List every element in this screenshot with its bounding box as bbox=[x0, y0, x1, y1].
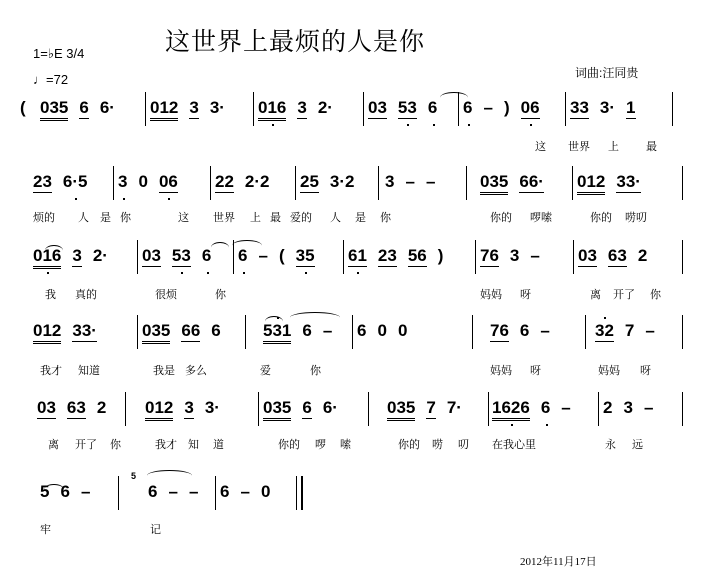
lyric: 牢 bbox=[40, 524, 51, 536]
slur-mark bbox=[211, 242, 229, 253]
slur-mark bbox=[45, 245, 63, 256]
note-group: ) bbox=[437, 246, 444, 265]
note-group: 7 bbox=[426, 398, 436, 417]
note-group: – bbox=[561, 398, 571, 417]
note-group: 6 bbox=[60, 482, 70, 501]
lyric: 知 bbox=[188, 439, 199, 451]
note-group: – bbox=[405, 172, 415, 191]
measure bbox=[368, 98, 448, 124]
lyric: 叨 bbox=[458, 439, 469, 451]
lyric: 你 bbox=[120, 212, 131, 224]
lyric: 你 bbox=[650, 289, 661, 301]
note-group: 35 bbox=[295, 246, 315, 265]
measure bbox=[37, 398, 117, 424]
note-group: 3 bbox=[297, 98, 307, 117]
measure bbox=[150, 98, 236, 124]
measure bbox=[20, 98, 37, 124]
lyric: 呀 bbox=[530, 365, 541, 377]
note-group: 2 bbox=[96, 398, 107, 417]
measure bbox=[387, 398, 473, 424]
note-group: 016 bbox=[258, 98, 286, 121]
note-group: 1626 bbox=[492, 398, 530, 421]
lyric: 知道 bbox=[78, 365, 100, 377]
lyric: 我是 bbox=[153, 365, 175, 377]
lyric: 很烦 bbox=[155, 289, 177, 301]
measure bbox=[263, 398, 349, 424]
note-group: 1 bbox=[626, 98, 636, 117]
bar-line bbox=[368, 392, 369, 426]
note-group: 3· bbox=[599, 98, 616, 117]
note-group: 035 bbox=[40, 98, 68, 121]
bar-line bbox=[378, 166, 379, 200]
measure bbox=[578, 246, 658, 272]
bar-line bbox=[672, 92, 673, 126]
key-time-signature: 1=♭E 3/4 bbox=[33, 46, 85, 61]
measure bbox=[603, 398, 664, 424]
measure bbox=[570, 98, 647, 124]
note-group: 33· bbox=[72, 321, 97, 340]
note-group: 3 bbox=[72, 246, 82, 265]
note-group: 06 bbox=[158, 172, 178, 191]
note-group: 22 bbox=[215, 172, 234, 191]
measure bbox=[142, 321, 232, 347]
note-group: 6 bbox=[79, 98, 89, 117]
lyric: 你 bbox=[215, 289, 226, 301]
bar-line bbox=[245, 315, 246, 349]
note-group: 2 bbox=[603, 398, 613, 417]
note-group: 6· bbox=[99, 98, 115, 117]
note-group: – bbox=[188, 482, 199, 501]
lyric: 妈妈 bbox=[598, 365, 620, 377]
note-group: 035 bbox=[387, 398, 415, 421]
note-group: 3 bbox=[184, 398, 194, 417]
note-group: 3 bbox=[385, 172, 395, 191]
note-group: 25 bbox=[300, 172, 319, 191]
tempo-marking: ♩=72 bbox=[33, 72, 69, 87]
note-group: 6 bbox=[302, 321, 312, 340]
note-group: 035 bbox=[480, 172, 508, 195]
grace-note: 5 bbox=[131, 471, 137, 481]
lyric: 远 bbox=[632, 439, 643, 451]
note-group: 53 bbox=[397, 98, 417, 117]
note-group: 33· bbox=[616, 172, 641, 191]
lyric: 我才 bbox=[155, 439, 177, 451]
note-group: 3·2 bbox=[329, 172, 355, 191]
measure bbox=[492, 398, 582, 424]
slur-mark bbox=[440, 92, 468, 103]
lyric: 嗦 bbox=[340, 439, 351, 451]
bar-line bbox=[137, 315, 138, 349]
slur-mark bbox=[232, 240, 262, 251]
final-double-bar bbox=[296, 476, 303, 510]
bar-line bbox=[113, 166, 114, 200]
measure bbox=[595, 321, 666, 347]
note-group: 0 bbox=[397, 321, 408, 340]
note-group: – bbox=[540, 321, 550, 340]
note-group: ( bbox=[278, 246, 285, 265]
note-group: 035 bbox=[263, 398, 291, 421]
lyric: 唠 bbox=[432, 439, 443, 451]
slur-mark bbox=[290, 312, 340, 323]
note-group: 76 bbox=[480, 246, 499, 265]
lyric: 你的 bbox=[590, 212, 612, 224]
measure bbox=[577, 172, 652, 198]
bar-line bbox=[210, 166, 211, 200]
lyric: 呀 bbox=[640, 365, 651, 377]
lyric: 上 bbox=[608, 141, 619, 153]
note-group: – bbox=[240, 482, 250, 501]
lyric: 在我心里 bbox=[492, 439, 536, 451]
note-group: 66· bbox=[519, 172, 544, 191]
note-group: 03 bbox=[142, 246, 161, 265]
note-group: 6 bbox=[540, 398, 551, 417]
note-group: 6 bbox=[201, 246, 212, 265]
measure bbox=[215, 172, 281, 198]
lyric: 唠叨 bbox=[625, 212, 647, 224]
note-group: 012 bbox=[577, 172, 605, 195]
lyric: 是 bbox=[355, 212, 366, 224]
note-group: 7· bbox=[446, 398, 462, 417]
note-group: 03 bbox=[37, 398, 56, 417]
note-group: 2· bbox=[317, 98, 333, 117]
note-group: 61 bbox=[348, 246, 367, 265]
note-group: 2 bbox=[637, 246, 648, 265]
date: 2012年11月17日 bbox=[520, 556, 597, 568]
lyric: 多么 bbox=[185, 365, 207, 377]
note-group: 5 bbox=[40, 482, 50, 501]
note-group: 6 bbox=[148, 482, 158, 501]
note-group: – bbox=[322, 321, 333, 340]
lyric: 离 bbox=[590, 289, 601, 301]
lyric: 开了 bbox=[75, 439, 97, 451]
measure bbox=[357, 321, 418, 347]
lyric: 人 bbox=[330, 212, 341, 224]
measure bbox=[145, 398, 231, 424]
bar-line bbox=[585, 315, 586, 349]
note-group: 23 bbox=[377, 246, 397, 265]
bar-line bbox=[215, 476, 216, 510]
note-group: 012 bbox=[150, 98, 178, 121]
lyric: 这 bbox=[178, 212, 189, 224]
lyric: 记 bbox=[150, 524, 161, 536]
bar-line bbox=[137, 240, 138, 274]
note-group: 0 bbox=[138, 172, 148, 191]
measure bbox=[33, 321, 108, 347]
note-group: 6 bbox=[220, 482, 230, 501]
note-group: – bbox=[645, 321, 655, 340]
bar-line bbox=[466, 166, 467, 200]
lyric: 妈妈 bbox=[480, 289, 502, 301]
composer-credit: 词曲:汪同贵 bbox=[575, 66, 639, 80]
lyric: 妈妈 bbox=[490, 365, 512, 377]
note-group: 6 bbox=[357, 321, 367, 340]
bar-line bbox=[682, 392, 683, 426]
lyric: 你 bbox=[110, 439, 121, 451]
measure bbox=[300, 172, 366, 198]
bar-line bbox=[352, 315, 353, 349]
note-group: – bbox=[530, 246, 540, 265]
measure bbox=[480, 246, 551, 272]
lyric: 人 bbox=[78, 212, 89, 224]
measure bbox=[348, 246, 454, 272]
lyric: 爱的 bbox=[290, 212, 312, 224]
measure bbox=[220, 482, 281, 508]
note-group: 6 bbox=[463, 98, 473, 117]
bar-line bbox=[125, 392, 126, 426]
note-group: 3· bbox=[204, 398, 220, 417]
note-group: – bbox=[643, 398, 654, 417]
bar-line bbox=[598, 392, 599, 426]
bar-line bbox=[145, 92, 146, 126]
lyric: 世界 bbox=[213, 212, 235, 224]
slur-mark bbox=[44, 484, 64, 495]
note-group: 53 bbox=[171, 246, 191, 265]
bar-line bbox=[565, 92, 566, 126]
measure bbox=[33, 172, 99, 198]
lyric: 你 bbox=[380, 212, 391, 224]
note-group: 531 bbox=[263, 321, 291, 344]
lyric: 啰嗦 bbox=[530, 212, 552, 224]
note-group: 03 bbox=[578, 246, 597, 265]
note-group: 6 bbox=[427, 98, 438, 117]
lyric: 你的 bbox=[490, 212, 512, 224]
lyric: 这 bbox=[535, 141, 546, 153]
bar-line bbox=[295, 166, 296, 200]
bar-line bbox=[253, 92, 254, 126]
measure bbox=[258, 98, 344, 124]
bar-line bbox=[343, 240, 344, 274]
lyric: 上 bbox=[250, 212, 261, 224]
note-group: – bbox=[425, 172, 436, 191]
slur-mark bbox=[265, 316, 283, 327]
measure bbox=[385, 172, 446, 198]
bar-line bbox=[572, 166, 573, 200]
measure bbox=[40, 98, 126, 124]
bar-line bbox=[363, 92, 364, 126]
bar-line bbox=[682, 166, 683, 200]
note-group: – bbox=[80, 482, 91, 501]
note-group: 2· bbox=[92, 246, 108, 265]
note-group: 6· bbox=[322, 398, 338, 417]
measure bbox=[148, 482, 209, 508]
lyric: 啰 bbox=[315, 439, 326, 451]
note-group: 6 bbox=[211, 321, 221, 340]
measure bbox=[480, 172, 555, 198]
note-group: 33 bbox=[570, 98, 589, 117]
note-group: ( bbox=[20, 98, 26, 117]
measure bbox=[490, 321, 561, 347]
note-group: – bbox=[483, 98, 493, 117]
bar-line bbox=[573, 240, 574, 274]
note-group: 3· bbox=[209, 98, 225, 117]
note-group: 32 bbox=[595, 321, 614, 340]
note-group: 63 bbox=[607, 246, 627, 265]
lyric: 开了 bbox=[613, 289, 635, 301]
bar-line bbox=[682, 240, 683, 274]
bar-line bbox=[258, 392, 259, 426]
note-group: 76 bbox=[490, 321, 509, 340]
note-group: 6 bbox=[238, 246, 248, 265]
note-group: 06 bbox=[520, 98, 540, 117]
bar-line bbox=[488, 392, 489, 426]
lyric: 世界 bbox=[568, 141, 590, 153]
lyric: 你 bbox=[310, 365, 321, 377]
note-group: 66 bbox=[181, 321, 201, 340]
lyric: 最 bbox=[270, 212, 281, 224]
bar-line bbox=[682, 315, 683, 349]
lyric: 烦的 bbox=[33, 212, 55, 224]
bar-line bbox=[472, 315, 473, 349]
note-group: 56 bbox=[407, 246, 427, 265]
note-group: 03 bbox=[368, 98, 387, 117]
note-group: 012 bbox=[33, 321, 61, 344]
note-group: ) bbox=[503, 98, 510, 117]
lyric: 道 bbox=[213, 439, 224, 451]
measure bbox=[463, 98, 551, 124]
lyric: 你的 bbox=[398, 439, 420, 451]
note-group: 6 bbox=[302, 398, 312, 417]
note-group: 0 bbox=[260, 482, 271, 501]
note-group: 7 bbox=[624, 321, 635, 340]
bar-line bbox=[118, 476, 119, 510]
note-group: 3 bbox=[189, 98, 199, 117]
note-group: 2·2 bbox=[244, 172, 270, 191]
lyric: 是 bbox=[100, 212, 111, 224]
note-group: 3 bbox=[118, 172, 128, 191]
lyric: 真的 bbox=[75, 289, 97, 301]
note-group: 23 bbox=[33, 172, 52, 191]
note-group: 0 bbox=[377, 321, 387, 340]
lyric: 我才 bbox=[40, 365, 62, 377]
lyric: 呀 bbox=[520, 289, 531, 301]
note-group: – bbox=[258, 246, 268, 265]
lyric: 我 bbox=[45, 289, 56, 301]
note-group: 3 bbox=[623, 398, 633, 417]
note-group: 016 bbox=[33, 246, 61, 269]
note-group: 63 bbox=[66, 398, 86, 417]
lyric: 离 bbox=[48, 439, 59, 451]
lyric: 你的 bbox=[278, 439, 300, 451]
note-group: 6 bbox=[519, 321, 530, 340]
lyric: 爱 bbox=[260, 365, 271, 377]
note-group: 012 bbox=[145, 398, 173, 421]
lyric: 永 bbox=[605, 439, 616, 451]
note-group: 3 bbox=[509, 246, 520, 265]
measure bbox=[118, 172, 189, 198]
bar-line bbox=[475, 240, 476, 274]
slur-mark bbox=[147, 470, 192, 481]
note-group: 035 bbox=[142, 321, 170, 344]
note-group: – bbox=[168, 482, 178, 501]
song-title: 这世界上最烦的人是你 bbox=[165, 27, 426, 56]
lyric: 最 bbox=[646, 141, 657, 153]
note-group: 6·5 bbox=[62, 172, 88, 191]
